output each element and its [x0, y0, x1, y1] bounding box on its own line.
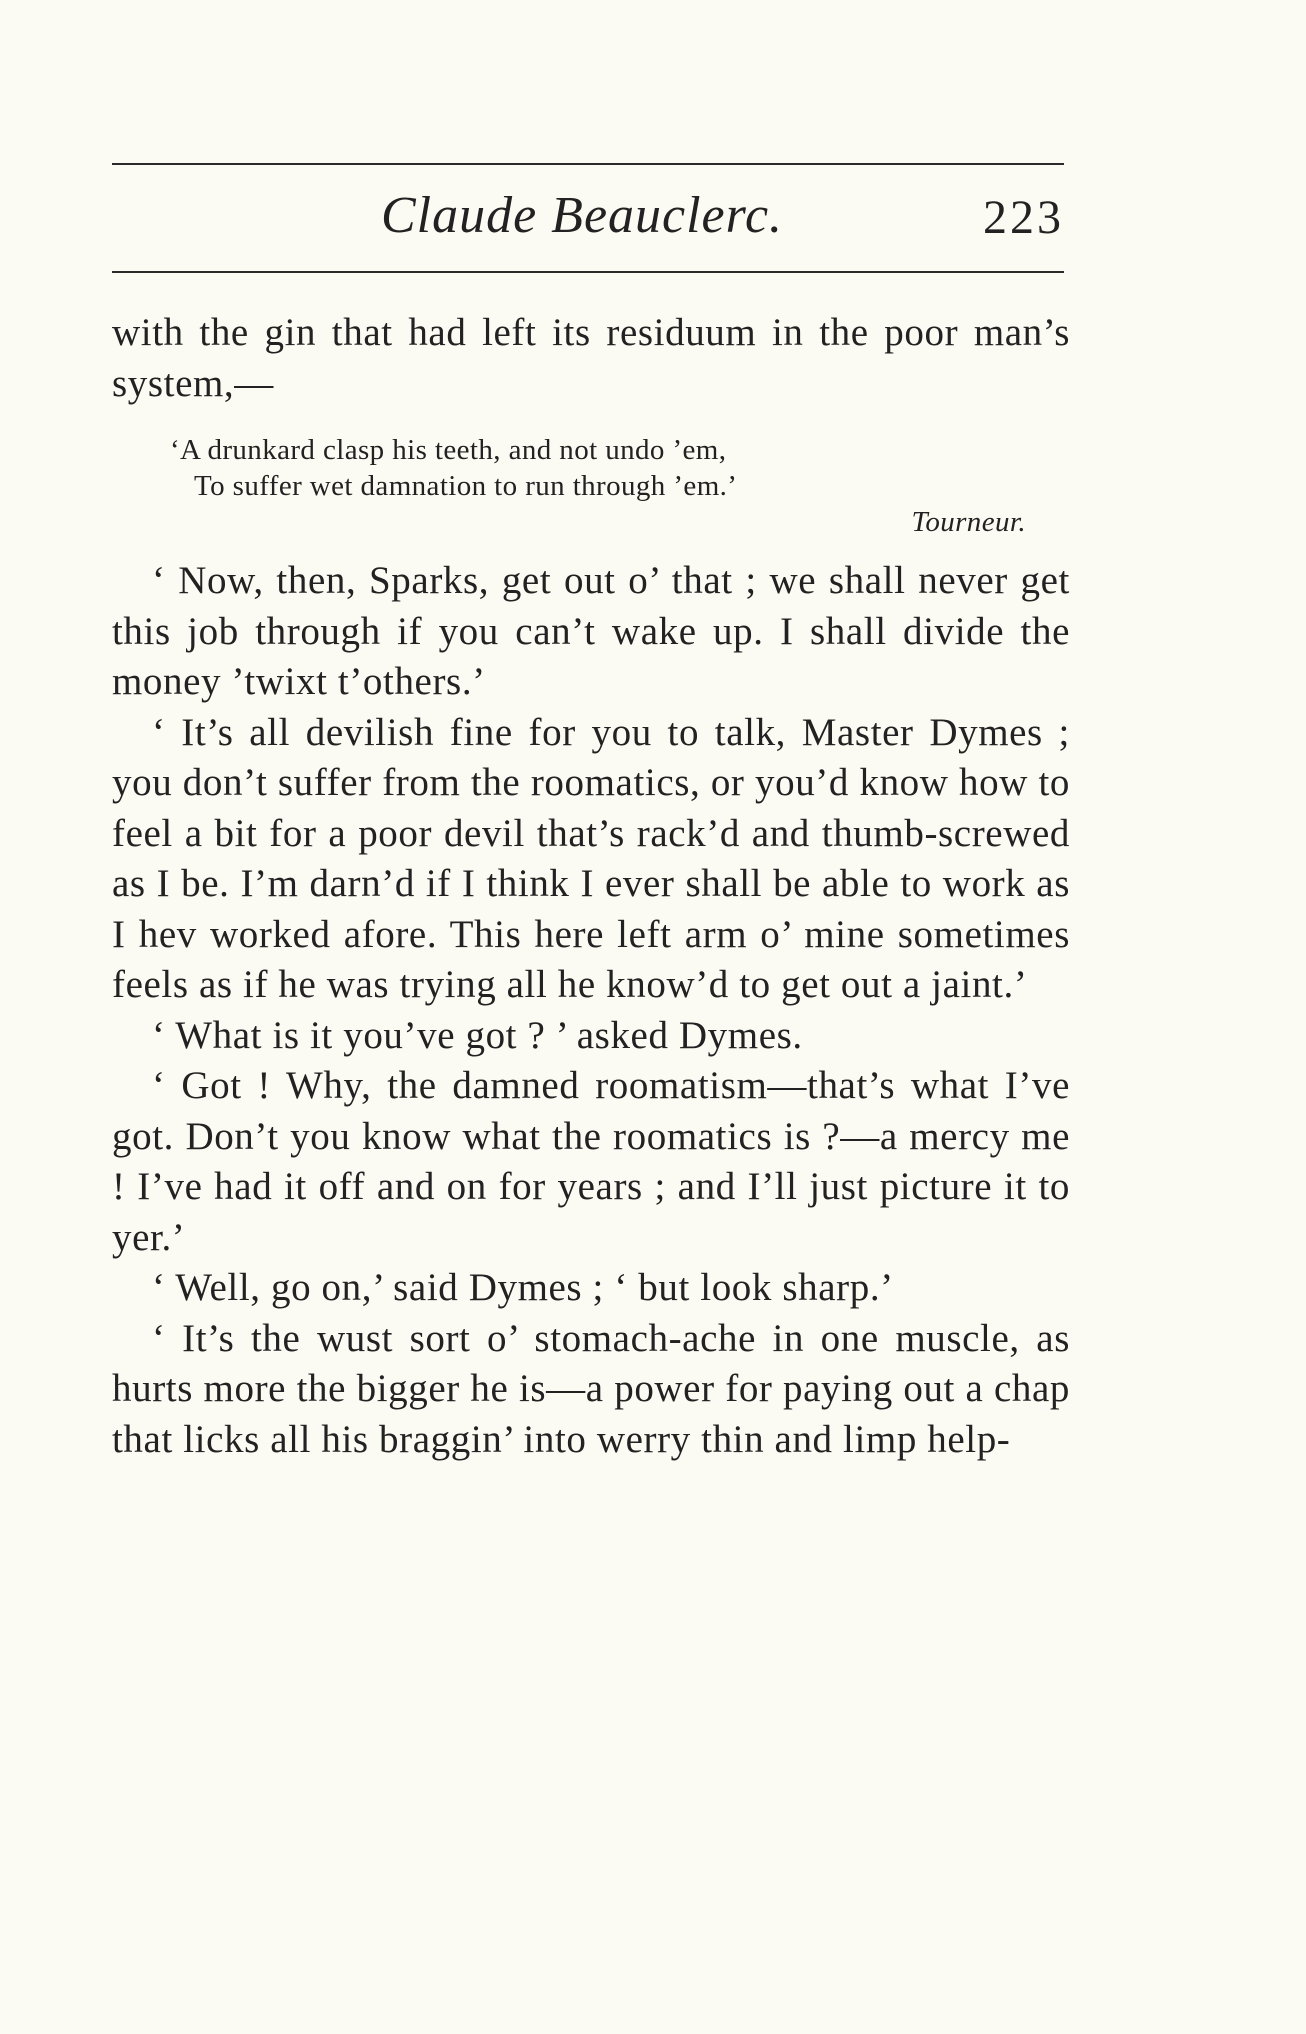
running-head — [112, 180, 1064, 252]
opening-paragraph: with the gin that had left its residuum in the poor man’s system,— — [112, 311, 1070, 405]
quote-attribution: Tourneur. — [911, 506, 1026, 538]
header-rule-top — [112, 163, 1064, 165]
paragraph: ‘ Got ! Why, the damned roomatism—that’s what I’ve got. Don’t you know what the roomatics is ?—a mercy me ! I’ve had it off and on for years ; and I’ll just picture it to yer.’ — [112, 1064, 1070, 1259]
quote-line: ‘A drunkard clasp his teeth, and not undo ’em, — [170, 434, 727, 466]
running-title: Claude Beauclerc. — [380, 187, 784, 244]
header-rule-bottom — [112, 271, 1064, 273]
page-number: 223 — [983, 191, 1064, 244]
paragraph: ‘ Now, then, Sparks, get out o’ that ; we shall never get this job through if you can’t wake up. I shall divide the money ’twixt t’others.’ — [112, 559, 1070, 703]
paragraph: ‘ It’s the wust sort o’ stomach-ache in one muscle, as hurts more the bigger he is—a power for paying out a chap that licks all his braggin’ into werry thin and limp help- — [112, 1316, 1070, 1461]
dialogue-text-block — [112, 556, 1070, 1465]
epigraph-quote — [170, 432, 1034, 540]
paragraph: ‘ What is it you’ve got ? ’ asked Dymes. — [152, 1013, 803, 1057]
paragraph: ‘ Well, go on,’ said Dymes ; ‘ but look sharp.’ — [152, 1266, 894, 1309]
paragraph: ‘ It’s all devilish fine for you to talk, Master Dymes ; you don’t suffer from the roomatics, or you’d know how to feel a bit for a poor devil that’s rack’d and thumb-screwed as I be. I’m darn’d if I think I ever shall be able to work as I hev worked afore. This here left arm o’ mine sometimes feels as if he was trying all he know’d to get out a jaint.’ — [112, 710, 1070, 1006]
quote-line: To suffer wet damnation to run through ’em.’ — [194, 470, 738, 502]
opening-text-block — [112, 308, 1070, 409]
